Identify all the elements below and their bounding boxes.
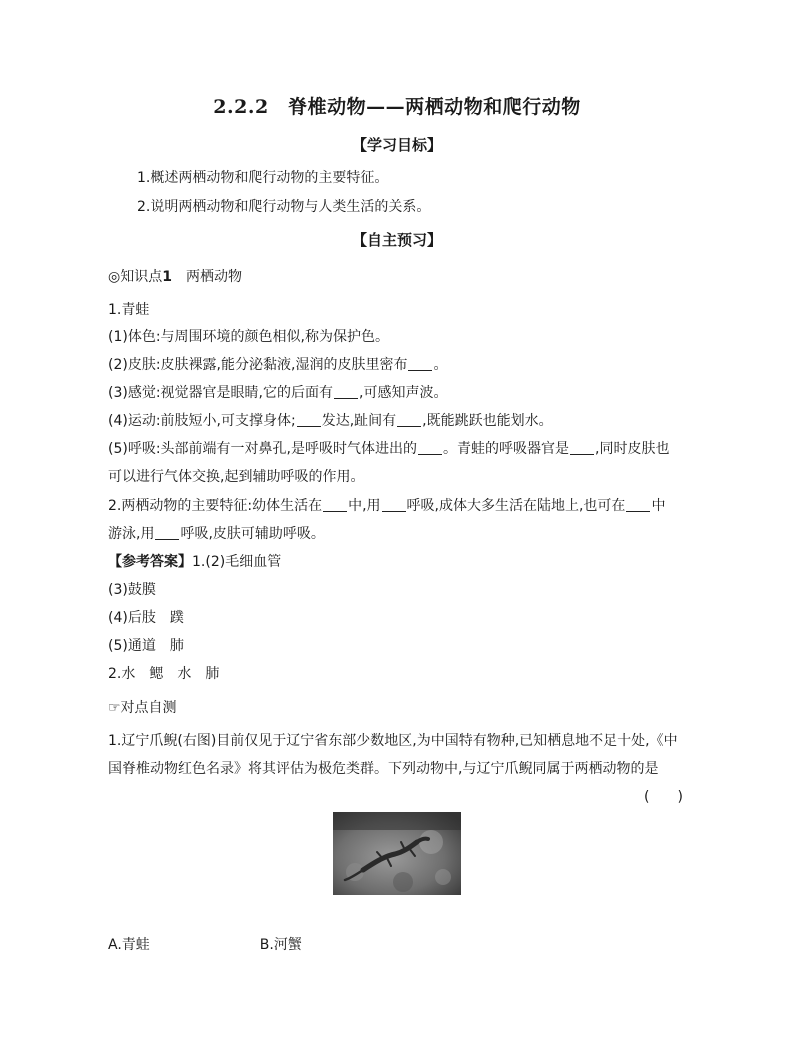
answer-line-4: (5)通道 肺 — [108, 638, 184, 654]
amphibian-features-line: 2.两栖动物的主要特征:幼体生活在 中,用 呼吸,成体大多生活在陆地上,也可在 中 — [108, 498, 666, 514]
fill-blank[interactable] — [570, 440, 594, 455]
frog-line-skin: (2)皮肤:皮肤裸露,能分泌黏液,湿润的皮肤里密布 。 — [108, 357, 448, 373]
answer-label: 【参考答案】 — [108, 554, 192, 570]
frog-line-movement: (4)运动:前肢短小,可支撑身体; 发达,趾间有 ,既能跳跃也能划水。 — [108, 413, 553, 429]
section-heading-objectives: 【学习目标】 — [351, 136, 442, 154]
section-heading-preview: 【自主预习】 — [351, 231, 442, 249]
answer-line-2: (3)鼓膜 — [108, 582, 156, 598]
knowledge-point-heading — [108, 266, 242, 286]
question-1-line-1: 1.辽宁爪鲵(右图)目前仅见于辽宁省东部少数地区,为中国特有物种,已知栖息地不足十处,《中 — [108, 733, 678, 749]
frog-heading: 1.青蛙 — [108, 302, 150, 318]
answer-line-1: 【参考答案】1.(2)毛细血管 — [108, 554, 282, 570]
fill-blank[interactable] — [418, 440, 442, 455]
knowledge-point-number: 1 — [162, 269, 172, 285]
amphibian-features-line-cont: 游泳,用 呼吸,皮肤可辅助呼吸。 — [108, 526, 325, 542]
fill-blank[interactable] — [382, 497, 406, 512]
frog-line-senses: (3)感觉:视觉器官是眼睛,它的后面有 ,可感知声波。 — [108, 385, 448, 401]
objective-2: 2.说明两栖动物和爬行动物与人类生活的关系。 — [137, 199, 431, 215]
answer-line-5: 2.水 鳃 水 肺 — [108, 666, 220, 682]
option-a[interactable]: A.青蛙 — [108, 937, 150, 953]
fill-blank[interactable] — [155, 525, 179, 540]
question-1-line-2: 国脊椎动物红色名录》将其评估为极危类群。下列动物中,与辽宁爪鲵同属于两栖动物的是 — [108, 761, 659, 777]
salamander-photo-graphic — [333, 812, 461, 895]
self-test-heading: ☞对点自测 — [108, 700, 177, 716]
knowledge-point-marker: ◎知识点 — [108, 269, 163, 285]
fill-blank[interactable] — [408, 356, 432, 371]
objective-1: 1.概述两栖动物和爬行动物的主要特征。 — [137, 170, 389, 186]
fill-blank[interactable] — [397, 412, 421, 427]
fill-blank[interactable] — [626, 497, 650, 512]
salamander-photo — [333, 812, 461, 895]
knowledge-point-name: 两栖动物 — [185, 269, 242, 285]
frog-line-breathing: (5)呼吸:头部前端有一对鼻孔,是呼吸时气体进出的 。青蛙的呼吸器官是 ,同时皮肤也 — [108, 441, 670, 457]
page-title: 2.2.2 脊椎动物——两栖动物和爬行动物 — [213, 96, 581, 118]
frog-line-color: (1)体色:与周围环境的颜色相似,称为保护色。 — [108, 329, 389, 345]
fill-blank[interactable] — [297, 412, 321, 427]
option-b[interactable]: B.河蟹 — [259, 937, 302, 953]
answer-parentheses: ( ) — [644, 789, 683, 805]
answer-line-3: (4)后肢 蹼 — [108, 610, 184, 626]
fill-blank[interactable] — [334, 384, 358, 399]
option-row — [108, 934, 302, 954]
frog-line-breathing-cont: 可以进行气体交换,起到辅助呼吸的作用。 — [108, 469, 365, 485]
fill-blank[interactable] — [323, 497, 347, 512]
